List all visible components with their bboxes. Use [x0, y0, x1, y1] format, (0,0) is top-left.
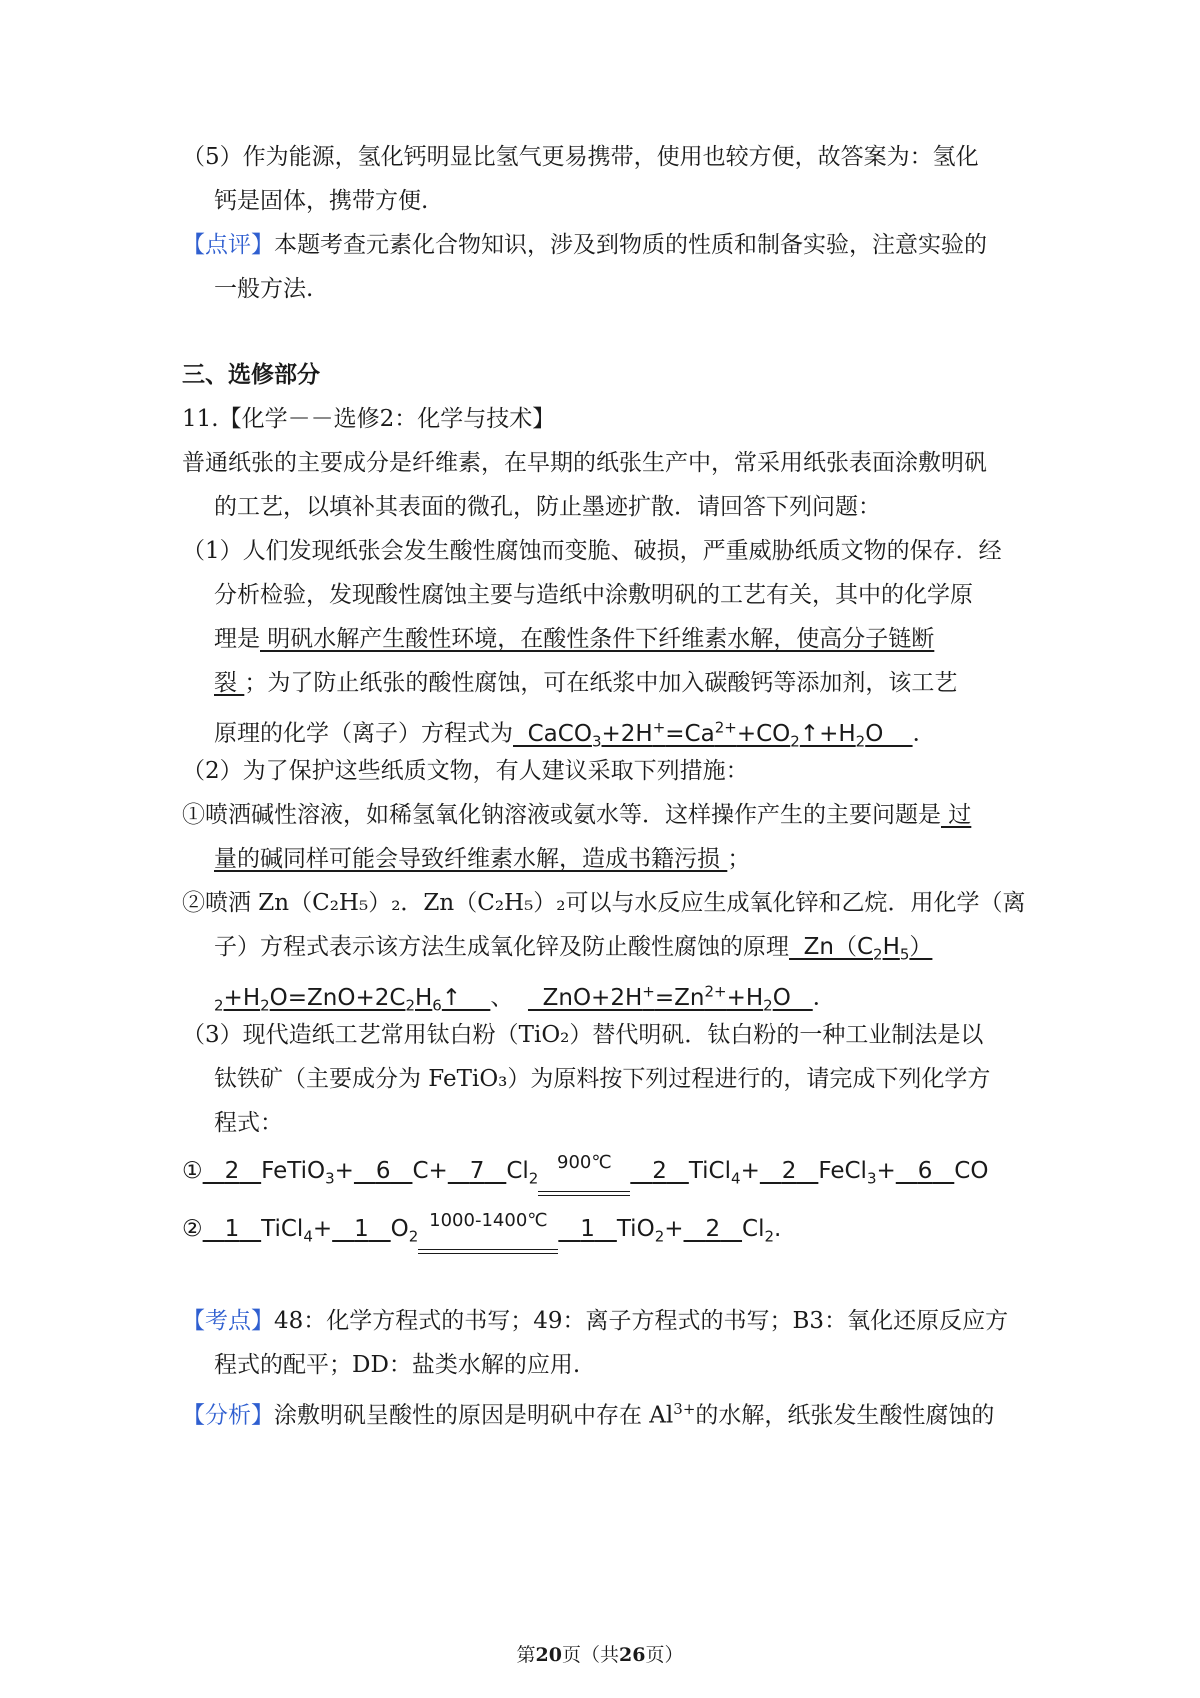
- q1-line-2: 分析检验，发现酸性腐蚀主要与造纸中涂敷明矾的工艺有关，其中的化学原: [214, 582, 973, 608]
- eq1-coef-2-value: 6: [375, 1158, 391, 1184]
- q2b-line-2: [214, 930, 932, 972]
- eq2-coef-2: [332, 1216, 391, 1242]
- kaodian-tag: 【考点】: [182, 1308, 274, 1334]
- footer-total-pages: 26: [619, 1644, 646, 1666]
- eq1-coef-4-value: 2: [652, 1158, 667, 1184]
- q11-title: 11.【化学－－选修2：化学与技术】: [182, 406, 556, 432]
- kaodian-line-2: 程式的配平；DD：盐类水解的应用.: [214, 1352, 581, 1378]
- fenxi-line-1: [182, 1392, 994, 1433]
- q1-line-4: [214, 666, 957, 700]
- q2b-line-2-pre: 子）方程式表示该方法生成氧化锌及防止酸性腐蚀的原理: [214, 934, 789, 960]
- eq1-coef-6: [896, 1158, 955, 1184]
- q1-answer-part-1: 明矾水解产生酸性环境，在酸性条件下纤维素水解，使高分子链断: [260, 626, 935, 652]
- eq1-coef-5: [760, 1158, 819, 1184]
- eq2-condition-arrow: [418, 1209, 558, 1254]
- q1-line-5-pre: 原理的化学（离子）方程式为: [214, 720, 513, 747]
- page-footer: [0, 1640, 1200, 1667]
- dianping-text: 本题考查元素化合物知识，涉及到物质的性质和制备实验，注意实验的: [274, 232, 987, 258]
- section-title: 三、选修部分: [182, 361, 320, 388]
- equation-2: ② 1 TiCl$_4$+ 1 $O_2$ 1000-1400℃ 1 TiO$_2$+ 2 $Cl_2$.: [182, 1212, 781, 1254]
- eq2-coef-3-value: 1: [580, 1216, 595, 1242]
- q11-intro-2: 的工艺，以填补其表面的微孔，防止墨迹扩散．请回答下列问题：: [214, 494, 881, 520]
- eq1-coef-4: [630, 1158, 689, 1184]
- p5-line-2: 钙是固体，携带方便.: [214, 188, 429, 214]
- equation-1: ① 2 FeTiO$_3$+ 6 C+ 7 $Cl_2$ 900℃ 2 TiCl$_4$+ 2 FeCl$_3$+ 6 CO: [182, 1154, 988, 1196]
- q2b-end: ．: [812, 984, 836, 1011]
- q2b-answer-part-1: $Zn(C_2H_5)$: [789, 934, 933, 964]
- q1-equation: $CaCO_3+2H^+=Ca^{2+}+CO_2↑+H_2O$: [513, 718, 913, 751]
- q2b-line-1: ②喷洒 Zn（C₂H₅）₂．Zn（C₂H₅）₂可以与水反应生成氧化锌和乙烷．用化学（离: [182, 890, 1026, 916]
- q3-line-2: 钛铁矿（主要成分为 FeTiO₃）为原料按下列过程进行的，请完成下列化学方: [214, 1066, 991, 1092]
- eq2-condition: 1000-1400℃: [429, 1209, 548, 1231]
- kaodian-line-1: [182, 1304, 1008, 1338]
- q2b-answer-part-3: $ZnO+2H^+=Zn^{2+}+H_2O$: [527, 982, 813, 1015]
- footer-mid: 页（共: [561, 1644, 619, 1666]
- q1-line-5-post: ．: [912, 720, 936, 747]
- q2b-answer-part-2: $_2+H_2O=ZnO+2C_2H_6↑$: [214, 984, 491, 1015]
- q3-line-3: 程式：: [214, 1110, 283, 1136]
- eq1-coef-6-value: 6: [917, 1158, 933, 1184]
- fenxi-superscript: 3+: [673, 1400, 696, 1418]
- q2a-line-2-post: ；: [727, 846, 751, 872]
- fenxi-text-pre: 涂敷明矾呈酸性的原因是明矾中存在 Al: [274, 1402, 674, 1429]
- q1-answer-part-2: 裂: [214, 670, 245, 696]
- q2a-answer-part-1: 过: [941, 802, 972, 828]
- eq2-coef-1: [203, 1216, 262, 1242]
- footer-pre: 第: [516, 1644, 536, 1666]
- q2b-separator: 、: [490, 984, 514, 1011]
- kaodian-text: 48：化学方程式的书写；49：离子方程式的书写；B3：氧化还原反应方: [274, 1308, 1009, 1334]
- q2b-line-3: [214, 974, 836, 1022]
- eq2-coef-4-value: 2: [705, 1216, 721, 1242]
- q3-line-1: （3）现代造纸工艺常用钛白粉（TiO₂）替代明矾．钛白粉的一种工业制法是以: [182, 1022, 984, 1048]
- dianping-tag: 【点评】: [182, 232, 274, 258]
- q1-line-4-post: ；为了防止纸张的酸性腐蚀，可在纸浆中加入碳酸钙等添加剂，该工艺: [244, 670, 958, 696]
- q2a-line-1: [182, 798, 971, 832]
- eq1-coef-3: [448, 1158, 507, 1184]
- q2a-line-2: [214, 842, 750, 876]
- q1-line-5: [214, 710, 936, 758]
- eq1-condition: 900℃: [557, 1151, 612, 1173]
- eq2-coef-1-value: 1: [224, 1216, 240, 1242]
- q1-line-3-pre: 理是: [214, 626, 260, 652]
- equation-1-mark: ①: [182, 1158, 203, 1184]
- dianping-line-2: 一般方法.: [214, 276, 314, 302]
- q1-line-3: [214, 622, 934, 656]
- eq2-coef-3: [558, 1216, 617, 1242]
- eq1-coef-2: [354, 1158, 413, 1184]
- q2a-line-1-pre: ①喷洒碱性溶液，如稀氢氧化钠溶液或氨水等．这样操作产生的主要问题是: [182, 802, 941, 828]
- footer-page-number: 20: [535, 1644, 562, 1666]
- eq1-coef-1: [203, 1158, 262, 1184]
- footer-post: 页）: [645, 1644, 684, 1666]
- fenxi-tag: 【分析】: [182, 1402, 274, 1429]
- q2a-answer-part-2: 量的碱同样可能会导致纤维素水解，造成书籍污损: [214, 846, 728, 872]
- eq1-coef-5-value: 2: [781, 1158, 797, 1184]
- eq2-coef-2-value: 1: [354, 1216, 369, 1242]
- dianping-line-1: [182, 228, 987, 262]
- eq2-coef-4: [684, 1216, 743, 1242]
- q2-line-1: （2）为了保护这些纸质文物，有人建议采取下列措施：: [182, 758, 749, 784]
- eq1-coef-1-value: 2: [224, 1158, 240, 1184]
- eq1-condition-arrow: [538, 1151, 630, 1196]
- p5-line-1: （5）作为能源，氢化钙明显比氢气更易携带，使用也较方便，故答案为：氢化: [182, 144, 979, 170]
- fenxi-text-post: 的水解，纸张发生酸性腐蚀的: [695, 1402, 995, 1429]
- q1-line-1: （1）人们发现纸张会发生酸性腐蚀而变脆、破损，严重威胁纸质文物的保存．经: [182, 538, 1002, 564]
- equation-2-mark: ②: [182, 1216, 203, 1242]
- eq1-coef-3-value: 7: [469, 1158, 485, 1184]
- q11-intro-1: 普通纸张的主要成分是纤维素，在早期的纸张生产中，常采用纸张表面涂敷明矾: [182, 450, 987, 476]
